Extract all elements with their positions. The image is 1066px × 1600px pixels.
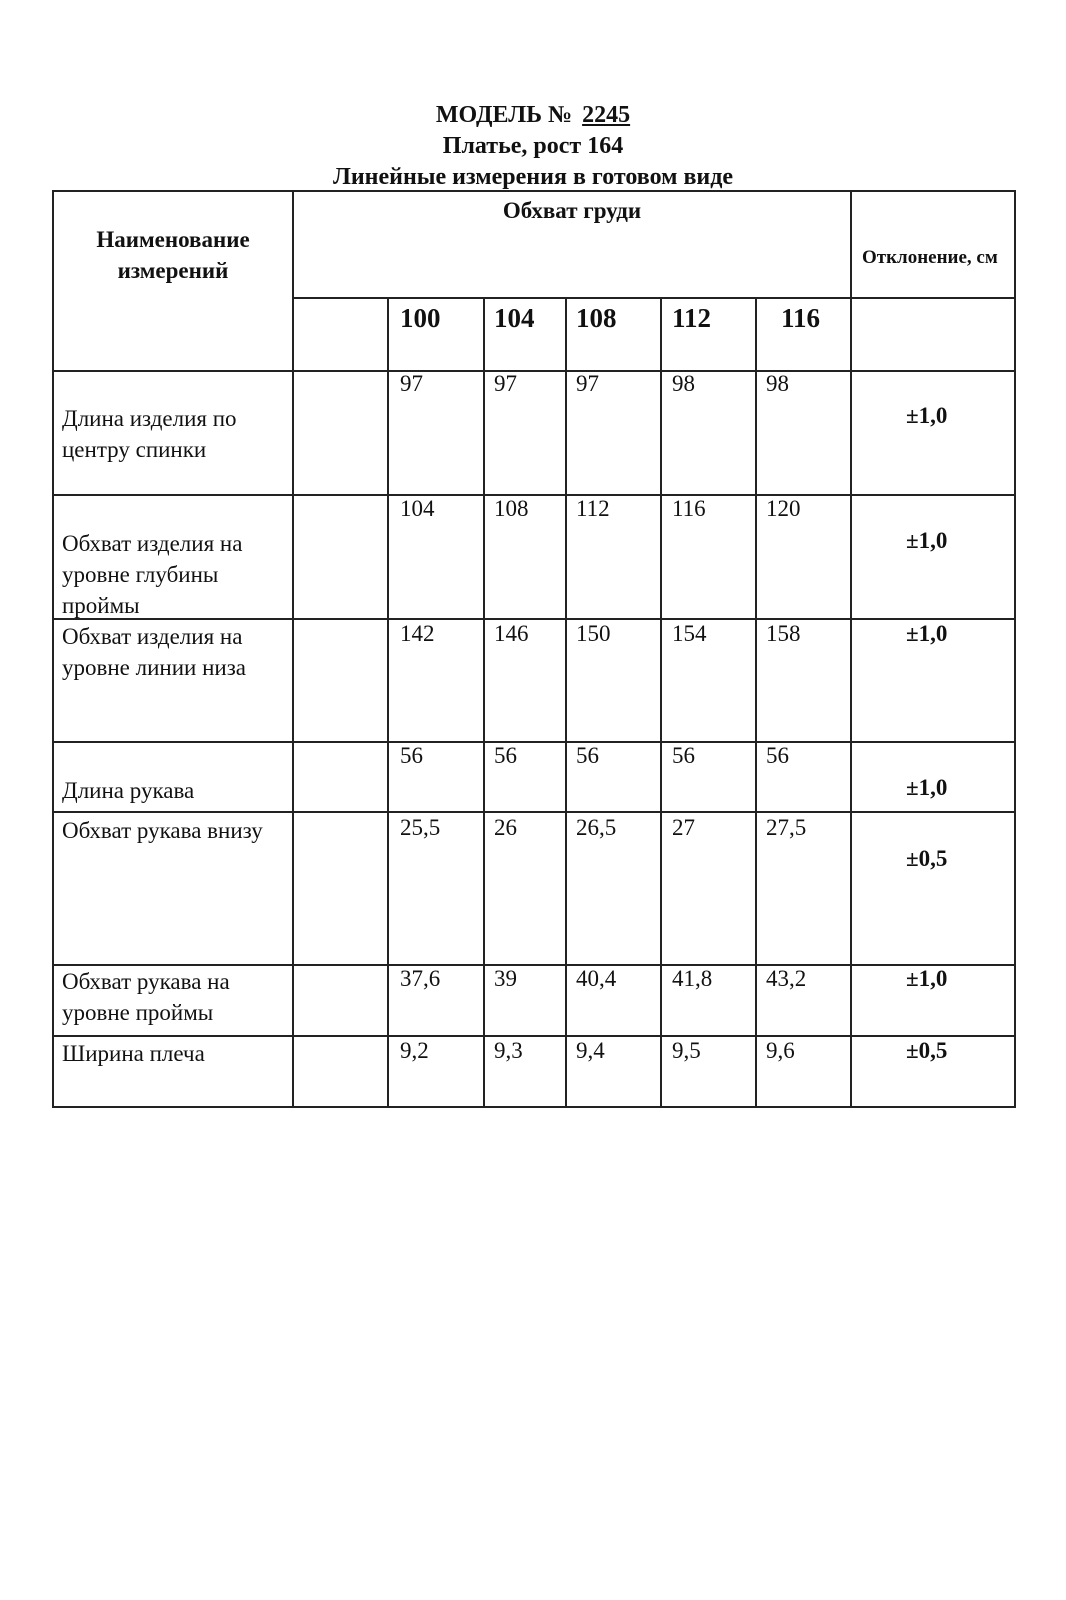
header-chest-girth: Обхват груди xyxy=(502,198,642,223)
column-divider xyxy=(850,190,852,1108)
column-divider xyxy=(565,297,567,1108)
row-deviation: ±1,0 xyxy=(906,403,948,428)
row-name: Обхват изделия на уровне глубины проймы xyxy=(62,531,243,618)
row-value: 9,6 xyxy=(766,1038,795,1063)
row-value: 41,8 xyxy=(672,966,713,991)
row-name: Обхват изделия на уровне линии низа xyxy=(62,624,246,680)
row-value: 37,6 xyxy=(400,966,441,991)
size-header: 100 xyxy=(400,303,441,333)
row-value: 97 xyxy=(576,371,599,396)
row-name: Ширина плеча xyxy=(62,1041,205,1066)
column-divider xyxy=(387,297,389,1108)
row-name: Длина изделия по центру спинки xyxy=(62,406,237,462)
size-header: 112 xyxy=(672,303,712,333)
row-deviation: ±0,5 xyxy=(906,846,948,871)
table-border-bottom xyxy=(53,1106,1015,1108)
column-divider xyxy=(483,297,485,1108)
row-value: 146 xyxy=(494,621,529,646)
row-value: 25,5 xyxy=(400,815,441,840)
row-value: 98 xyxy=(766,371,789,396)
row-value: 40,4 xyxy=(576,966,617,991)
table-caption: Линейные измерения в готовом виде xyxy=(332,164,734,190)
row-value: 150 xyxy=(576,621,611,646)
header-deviation: Отклонение, см xyxy=(862,247,998,268)
row-value: 56 xyxy=(766,743,789,768)
table-border-top xyxy=(53,190,1015,192)
size-header: 116 xyxy=(781,303,821,333)
row-value: 56 xyxy=(400,743,423,768)
table-border-right xyxy=(1014,190,1016,1108)
row-value: 142 xyxy=(400,621,435,646)
row-value: 9,4 xyxy=(576,1038,605,1063)
product-subtitle: Платье, рост 164 xyxy=(442,133,624,159)
row-value: 9,5 xyxy=(672,1038,701,1063)
row-value: 56 xyxy=(672,743,695,768)
table-border-left xyxy=(52,190,54,1108)
column-divider xyxy=(755,297,757,1108)
row-deviation: ±1,0 xyxy=(906,775,948,800)
row-value: 108 xyxy=(494,496,529,521)
row-deviation: ±1,0 xyxy=(906,621,948,646)
row-divider xyxy=(53,370,1015,372)
row-value: 104 xyxy=(400,496,435,521)
row-value: 120 xyxy=(766,496,801,521)
row-value: 98 xyxy=(672,371,695,396)
row-name: Длина рукава xyxy=(62,778,195,803)
row-deviation: ±0,5 xyxy=(906,1038,948,1063)
row-divider xyxy=(53,811,1015,813)
row-value: 26 xyxy=(494,815,517,840)
row-value: 112 xyxy=(576,496,610,521)
group-header-rule xyxy=(293,297,1015,299)
row-value: 158 xyxy=(766,621,801,646)
row-value: 116 xyxy=(672,496,706,521)
row-value: 27 xyxy=(672,815,695,840)
row-value: 56 xyxy=(494,743,517,768)
row-value: 43,2 xyxy=(766,966,807,991)
row-value: 154 xyxy=(672,621,707,646)
model-label: МОДЕЛЬ № xyxy=(435,102,573,128)
row-name: Обхват рукава внизу xyxy=(62,818,263,843)
row-divider xyxy=(53,741,1015,743)
row-value: 56 xyxy=(576,743,599,768)
row-divider xyxy=(53,494,1015,496)
size-header: 104 xyxy=(494,303,535,333)
header-measurement-name: Наименование измерений xyxy=(96,227,250,283)
size-header: 108 xyxy=(576,303,617,333)
row-divider xyxy=(53,1035,1015,1037)
row-value: 9,3 xyxy=(494,1038,523,1063)
row-value: 97 xyxy=(400,371,423,396)
row-value: 27,5 xyxy=(766,815,807,840)
row-deviation: ±1,0 xyxy=(906,966,948,991)
column-divider xyxy=(292,190,294,1108)
row-value: 39 xyxy=(494,966,517,991)
row-value: 97 xyxy=(494,371,517,396)
column-divider xyxy=(660,297,662,1108)
row-value: 9,2 xyxy=(400,1038,429,1063)
row-name: Обхват рукава на уровне проймы xyxy=(62,969,230,1025)
model-number: 2245 xyxy=(582,102,631,128)
row-value: 26,5 xyxy=(576,815,617,840)
row-deviation: ±1,0 xyxy=(906,528,948,553)
